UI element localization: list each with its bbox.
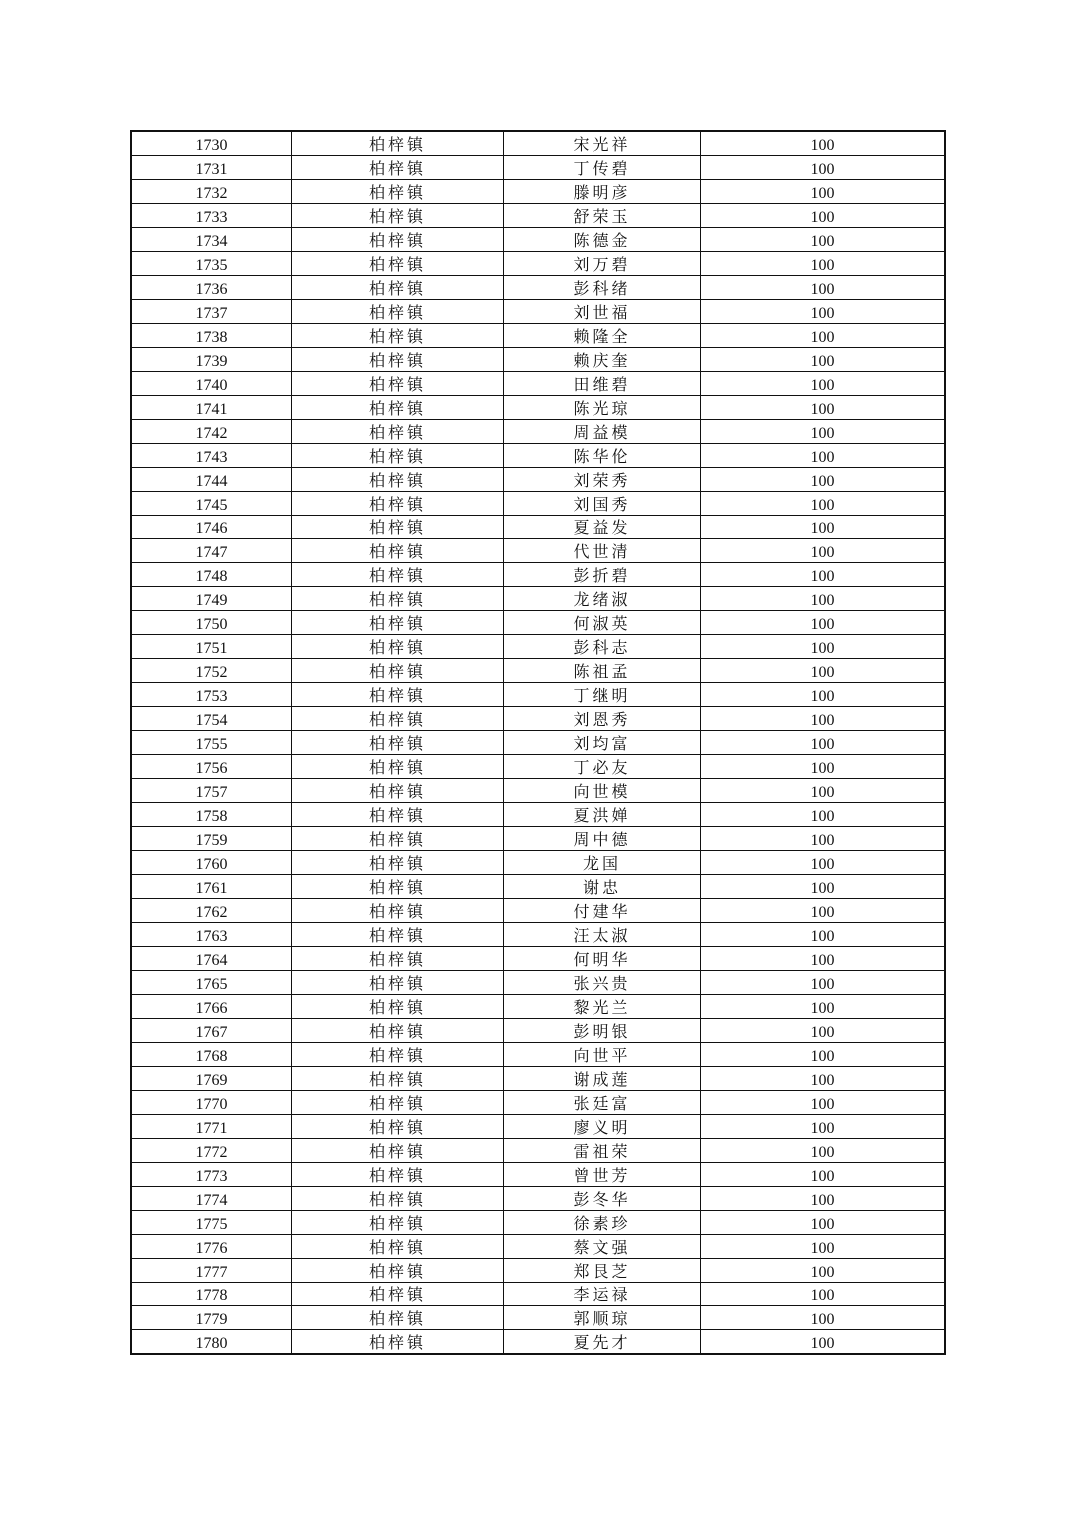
table-row (131, 131, 945, 155)
row-number-cell: 1746 (131, 515, 292, 539)
table-row (131, 251, 945, 275)
town-cell: 柏梓镇 (292, 515, 504, 539)
town-cell: 柏梓镇 (292, 1258, 504, 1282)
name-cell: 宋光祥 (504, 131, 701, 155)
row-number-cell: 1734 (131, 227, 292, 251)
amount-cell: 100 (701, 1210, 946, 1234)
table-row (131, 1042, 945, 1066)
name-cell: 刘万碧 (504, 251, 701, 275)
town-cell: 柏梓镇 (292, 922, 504, 946)
amount-cell: 100 (701, 179, 946, 203)
table-row (131, 731, 945, 755)
town-cell: 柏梓镇 (292, 275, 504, 299)
table-row (131, 1234, 945, 1258)
row-number-cell: 1744 (131, 467, 292, 491)
amount-cell: 100 (701, 323, 946, 347)
row-number-cell: 1743 (131, 443, 292, 467)
town-cell: 柏梓镇 (292, 419, 504, 443)
row-number-cell: 1773 (131, 1162, 292, 1186)
amount-cell: 100 (701, 155, 946, 179)
amount-cell: 100 (701, 251, 946, 275)
table-row (131, 347, 945, 371)
table-row (131, 1162, 945, 1186)
amount-cell: 100 (701, 227, 946, 251)
table-row (131, 299, 945, 323)
name-cell: 彭明银 (504, 1018, 701, 1042)
town-cell: 柏梓镇 (292, 827, 504, 851)
table-row (131, 779, 945, 803)
name-cell: 刘国秀 (504, 491, 701, 515)
name-cell: 汪太淑 (504, 922, 701, 946)
table-row (131, 1114, 945, 1138)
town-cell: 柏梓镇 (292, 251, 504, 275)
town-cell: 柏梓镇 (292, 1090, 504, 1114)
data-table (130, 130, 946, 1355)
table-row (131, 587, 945, 611)
town-cell: 柏梓镇 (292, 635, 504, 659)
town-cell: 柏梓镇 (292, 1282, 504, 1306)
row-number-cell: 1745 (131, 491, 292, 515)
table-row (131, 539, 945, 563)
table-row (131, 803, 945, 827)
row-number-cell: 1747 (131, 539, 292, 563)
amount-cell: 100 (701, 467, 946, 491)
amount-cell: 100 (701, 1162, 946, 1186)
name-cell: 夏先才 (504, 1330, 701, 1354)
row-number-cell: 1769 (131, 1066, 292, 1090)
row-number-cell: 1764 (131, 946, 292, 970)
amount-cell: 100 (701, 1282, 946, 1306)
table-row (131, 1258, 945, 1282)
amount-cell: 100 (701, 491, 946, 515)
name-cell: 张兴贵 (504, 970, 701, 994)
town-cell: 柏梓镇 (292, 611, 504, 635)
amount-cell: 100 (701, 946, 946, 970)
table-row (131, 443, 945, 467)
name-cell: 赖隆全 (504, 323, 701, 347)
table-row (131, 491, 945, 515)
row-number-cell: 1763 (131, 922, 292, 946)
amount-cell: 100 (701, 1090, 946, 1114)
town-cell: 柏梓镇 (292, 155, 504, 179)
town-cell: 柏梓镇 (292, 1138, 504, 1162)
town-cell: 柏梓镇 (292, 755, 504, 779)
table-row (131, 683, 945, 707)
town-cell: 柏梓镇 (292, 851, 504, 875)
town-cell: 柏梓镇 (292, 899, 504, 923)
amount-cell: 100 (701, 1330, 946, 1354)
name-cell: 蔡文强 (504, 1234, 701, 1258)
table-row (131, 922, 945, 946)
name-cell: 谢忠 (504, 875, 701, 899)
town-cell: 柏梓镇 (292, 587, 504, 611)
table-row (131, 227, 945, 251)
row-number-cell: 1770 (131, 1090, 292, 1114)
table-row (131, 1018, 945, 1042)
table-row (131, 635, 945, 659)
row-number-cell: 1754 (131, 707, 292, 731)
row-number-cell: 1738 (131, 323, 292, 347)
town-cell: 柏梓镇 (292, 994, 504, 1018)
name-cell: 周益模 (504, 419, 701, 443)
name-cell: 滕明彦 (504, 179, 701, 203)
table-row (131, 1138, 945, 1162)
amount-cell: 100 (701, 299, 946, 323)
town-cell: 柏梓镇 (292, 443, 504, 467)
row-number-cell: 1750 (131, 611, 292, 635)
row-number-cell: 1730 (131, 131, 292, 155)
row-number-cell: 1766 (131, 994, 292, 1018)
table-row (131, 970, 945, 994)
name-cell: 代世清 (504, 539, 701, 563)
town-cell: 柏梓镇 (292, 1018, 504, 1042)
name-cell: 丁传碧 (504, 155, 701, 179)
amount-cell: 100 (701, 755, 946, 779)
town-cell: 柏梓镇 (292, 1186, 504, 1210)
table-row (131, 946, 945, 970)
town-cell: 柏梓镇 (292, 395, 504, 419)
amount-cell: 100 (701, 899, 946, 923)
town-cell: 柏梓镇 (292, 731, 504, 755)
table-row (131, 371, 945, 395)
row-number-cell: 1759 (131, 827, 292, 851)
name-cell: 向世平 (504, 1042, 701, 1066)
town-cell: 柏梓镇 (292, 203, 504, 227)
town-cell: 柏梓镇 (292, 347, 504, 371)
table-row (131, 1066, 945, 1090)
town-cell: 柏梓镇 (292, 659, 504, 683)
amount-cell: 100 (701, 539, 946, 563)
row-number-cell: 1739 (131, 347, 292, 371)
amount-cell: 100 (701, 1258, 946, 1282)
name-cell: 雷祖荣 (504, 1138, 701, 1162)
amount-cell: 100 (701, 994, 946, 1018)
row-number-cell: 1772 (131, 1138, 292, 1162)
town-cell: 柏梓镇 (292, 970, 504, 994)
table-row (131, 179, 945, 203)
name-cell: 丁继明 (504, 683, 701, 707)
row-number-cell: 1731 (131, 155, 292, 179)
amount-cell: 100 (701, 683, 946, 707)
amount-cell: 100 (701, 611, 946, 635)
amount-cell: 100 (701, 707, 946, 731)
town-cell: 柏梓镇 (292, 1306, 504, 1330)
table-row (131, 515, 945, 539)
amount-cell: 100 (701, 635, 946, 659)
name-cell: 陈祖孟 (504, 659, 701, 683)
row-number-cell: 1778 (131, 1282, 292, 1306)
name-cell: 刘荣秀 (504, 467, 701, 491)
table-row (131, 899, 945, 923)
amount-cell: 100 (701, 851, 946, 875)
row-number-cell: 1740 (131, 371, 292, 395)
amount-cell: 100 (701, 275, 946, 299)
name-cell: 舒荣玉 (504, 203, 701, 227)
table-row (131, 659, 945, 683)
table-row (131, 563, 945, 587)
amount-cell: 100 (701, 1018, 946, 1042)
row-number-cell: 1756 (131, 755, 292, 779)
table-row (131, 1090, 945, 1114)
town-cell: 柏梓镇 (292, 323, 504, 347)
amount-cell: 100 (701, 1186, 946, 1210)
row-number-cell: 1752 (131, 659, 292, 683)
name-cell: 张廷富 (504, 1090, 701, 1114)
row-number-cell: 1774 (131, 1186, 292, 1210)
name-cell: 廖义明 (504, 1114, 701, 1138)
town-cell: 柏梓镇 (292, 779, 504, 803)
row-number-cell: 1768 (131, 1042, 292, 1066)
table-row (131, 323, 945, 347)
amount-cell: 100 (701, 395, 946, 419)
name-cell: 刘世福 (504, 299, 701, 323)
table-row (131, 1306, 945, 1330)
town-cell: 柏梓镇 (292, 1210, 504, 1234)
name-cell: 夏洪婵 (504, 803, 701, 827)
name-cell: 彭冬华 (504, 1186, 701, 1210)
name-cell: 陈光琼 (504, 395, 701, 419)
name-cell: 谢成莲 (504, 1066, 701, 1090)
table-row (131, 851, 945, 875)
row-number-cell: 1771 (131, 1114, 292, 1138)
name-cell: 龙绪淑 (504, 587, 701, 611)
amount-cell: 100 (701, 203, 946, 227)
town-cell: 柏梓镇 (292, 1162, 504, 1186)
town-cell: 柏梓镇 (292, 227, 504, 251)
amount-cell: 100 (701, 131, 946, 155)
name-cell: 彭折碧 (504, 563, 701, 587)
town-cell: 柏梓镇 (292, 1234, 504, 1258)
table-row (131, 707, 945, 731)
table-row (131, 275, 945, 299)
amount-cell: 100 (701, 1306, 946, 1330)
name-cell: 夏益发 (504, 515, 701, 539)
amount-cell: 100 (701, 659, 946, 683)
name-cell: 丁必友 (504, 755, 701, 779)
amount-cell: 100 (701, 803, 946, 827)
row-number-cell: 1776 (131, 1234, 292, 1258)
name-cell: 龙国 (504, 851, 701, 875)
amount-cell: 100 (701, 827, 946, 851)
row-number-cell: 1741 (131, 395, 292, 419)
town-cell: 柏梓镇 (292, 1330, 504, 1354)
town-cell: 柏梓镇 (292, 707, 504, 731)
row-number-cell: 1780 (131, 1330, 292, 1354)
town-cell: 柏梓镇 (292, 299, 504, 323)
amount-cell: 100 (701, 347, 946, 371)
table-row (131, 994, 945, 1018)
amount-cell: 100 (701, 1234, 946, 1258)
row-number-cell: 1736 (131, 275, 292, 299)
table-row (131, 1330, 945, 1354)
row-number-cell: 1733 (131, 203, 292, 227)
amount-cell: 100 (701, 443, 946, 467)
row-number-cell: 1755 (131, 731, 292, 755)
town-cell: 柏梓镇 (292, 803, 504, 827)
row-number-cell: 1761 (131, 875, 292, 899)
amount-cell: 100 (701, 875, 946, 899)
row-number-cell: 1762 (131, 899, 292, 923)
name-cell: 赖庆奎 (504, 347, 701, 371)
name-cell: 陈德金 (504, 227, 701, 251)
row-number-cell: 1777 (131, 1258, 292, 1282)
amount-cell: 100 (701, 563, 946, 587)
amount-cell: 100 (701, 1042, 946, 1066)
town-cell: 柏梓镇 (292, 1066, 504, 1090)
town-cell: 柏梓镇 (292, 875, 504, 899)
row-number-cell: 1753 (131, 683, 292, 707)
table-row (131, 203, 945, 227)
table-row (131, 611, 945, 635)
row-number-cell: 1775 (131, 1210, 292, 1234)
name-cell: 刘均富 (504, 731, 701, 755)
name-cell: 田维碧 (504, 371, 701, 395)
row-number-cell: 1749 (131, 587, 292, 611)
name-cell: 李运禄 (504, 1282, 701, 1306)
town-cell: 柏梓镇 (292, 179, 504, 203)
table-row (131, 1210, 945, 1234)
name-cell: 何淑英 (504, 611, 701, 635)
row-number-cell: 1751 (131, 635, 292, 659)
town-cell: 柏梓镇 (292, 491, 504, 515)
amount-cell: 100 (701, 419, 946, 443)
row-number-cell: 1765 (131, 970, 292, 994)
amount-cell: 100 (701, 970, 946, 994)
name-cell: 向世模 (504, 779, 701, 803)
town-cell: 柏梓镇 (292, 946, 504, 970)
town-cell: 柏梓镇 (292, 371, 504, 395)
row-number-cell: 1737 (131, 299, 292, 323)
name-cell: 何明华 (504, 946, 701, 970)
table-row (131, 827, 945, 851)
row-number-cell: 1757 (131, 779, 292, 803)
name-cell: 周中德 (504, 827, 701, 851)
town-cell: 柏梓镇 (292, 1114, 504, 1138)
table-row (131, 419, 945, 443)
name-cell: 彭科绪 (504, 275, 701, 299)
amount-cell: 100 (701, 779, 946, 803)
table-row (131, 467, 945, 491)
table-row (131, 155, 945, 179)
row-number-cell: 1742 (131, 419, 292, 443)
town-cell: 柏梓镇 (292, 467, 504, 491)
name-cell: 彭科志 (504, 635, 701, 659)
town-cell: 柏梓镇 (292, 683, 504, 707)
table-row (131, 755, 945, 779)
name-cell: 郭顺琼 (504, 1306, 701, 1330)
name-cell: 刘恩秀 (504, 707, 701, 731)
name-cell: 郑艮芝 (504, 1258, 701, 1282)
name-cell: 曾世芳 (504, 1162, 701, 1186)
town-cell: 柏梓镇 (292, 563, 504, 587)
amount-cell: 100 (701, 371, 946, 395)
amount-cell: 100 (701, 731, 946, 755)
town-cell: 柏梓镇 (292, 539, 504, 563)
amount-cell: 100 (701, 1114, 946, 1138)
name-cell: 徐素珍 (504, 1210, 701, 1234)
town-cell: 柏梓镇 (292, 1042, 504, 1066)
amount-cell: 100 (701, 587, 946, 611)
row-number-cell: 1732 (131, 179, 292, 203)
table-row (131, 875, 945, 899)
town-cell: 柏梓镇 (292, 131, 504, 155)
amount-cell: 100 (701, 1138, 946, 1162)
amount-cell: 100 (701, 515, 946, 539)
name-cell: 黎光兰 (504, 994, 701, 1018)
row-number-cell: 1758 (131, 803, 292, 827)
row-number-cell: 1735 (131, 251, 292, 275)
row-number-cell: 1767 (131, 1018, 292, 1042)
row-number-cell: 1748 (131, 563, 292, 587)
row-number-cell: 1760 (131, 851, 292, 875)
table-row (131, 395, 945, 419)
row-number-cell: 1779 (131, 1306, 292, 1330)
amount-cell: 100 (701, 1066, 946, 1090)
table-body (131, 131, 945, 1354)
table-row (131, 1186, 945, 1210)
name-cell: 陈华伦 (504, 443, 701, 467)
amount-cell: 100 (701, 922, 946, 946)
table-row (131, 1282, 945, 1306)
name-cell: 付建华 (504, 899, 701, 923)
